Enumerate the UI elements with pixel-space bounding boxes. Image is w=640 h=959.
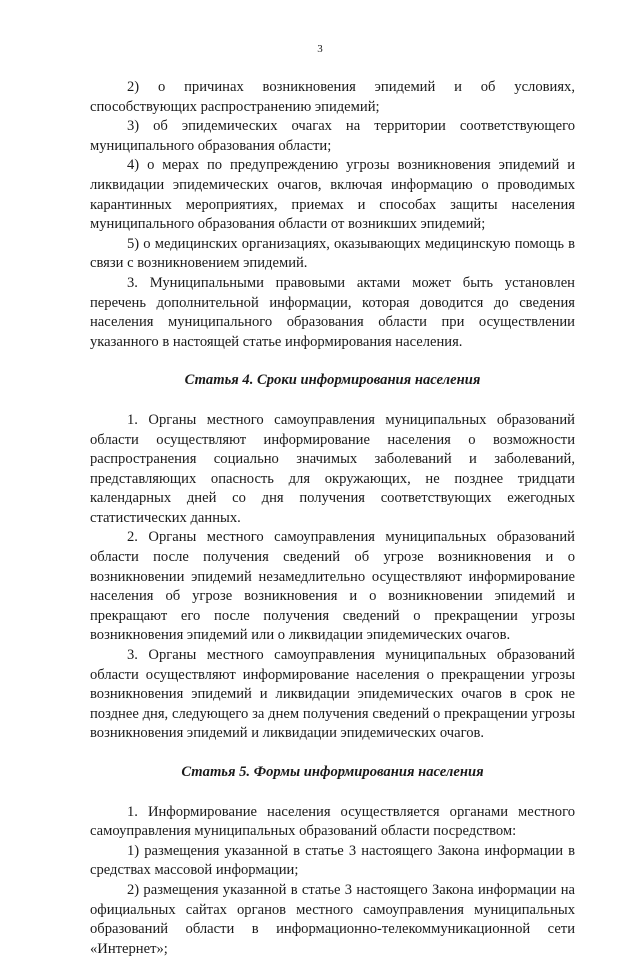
article5-heading: Статья 5. Формы информирования населения — [181, 764, 484, 780]
article4-paragraph-1: 1. Органы местного самоуправления муниципальных образований области осуществляют информирование населения о возможности распространения социально значимых заболеваний и заболеваний, представляющих опасность для окружающих, не позднее тридцати календарных дней со дня получения соответствующих ежегодных статистических данных. — [90, 411, 575, 526]
article3-item-2: 2) о причинах возникновения эпидемий и об условиях, способствующих распространению эпидемий; — [90, 79, 575, 115]
article4-paragraph-2: 2. Органы местного самоуправления муниципальных образований области после получения сведений об угрозе возникновения и о возникновении эпидемий незамедлительно осуществляют информирование населения об угрозе возникновения и о возникновении эпидемий и прекращают его после получения сведений о прекращении угрозы возникновения эпидемий или о ликвидации эпидемических очагов. — [90, 529, 575, 644]
article3-item-3: 3) об эпидемических очагах на территории соответствующего муниципального образования области; — [90, 118, 575, 154]
page-number: 3 — [317, 43, 323, 55]
document-body — [90, 78, 575, 959]
article5-paragraph-1: 1. Информирование населения осуществляется органами местного самоуправления муниципальных образований области посредством: — [90, 803, 575, 840]
article4-heading: Статья 4. Сроки информирования населения — [184, 372, 481, 389]
article3-item-4: 4) о мерах по предупреждению угрозы возникновения эпидемий и ликвидации эпидемических очагов, включая информацию о проводимых карантинных мероприятиях, приемах и способах защиты населения муниципального образования области от возникших эпидемий; — [90, 157, 575, 233]
article5-item-1: 1) размещения указанной в статье 3 настоящего Закона информации в средствах массовой информации; — [90, 842, 575, 879]
article3-paragraph-3: 3. Муниципальными правовыми актами может быть установлен перечень дополнительной информации, которая доводится до сведения населения муниципального образования области при осуществлении указанного в настоящей статье информирования населения. — [90, 274, 575, 350]
article4-paragraph-3: 3. Органы местного самоуправления муниципальных образований области осуществляют информирование населения о прекращении угрозы возникновения эпидемий и ликвидации эпидемических очагов в срок не позднее дня, следующего за днем получения сведений о прекращении угрозы возникновения эпидемий и ликвидации эпидемических очагов. — [90, 647, 575, 742]
article3-item-5: 5) о медицинских организациях, оказывающих медицинскую помощь в связи с возникновением эпидемий. — [90, 235, 575, 272]
article5-item-2: 2) размещения указанной в статье 3 настоящего Закона информации на официальных сайтах органов местного самоуправления муниципальных образований области в информационно-телекоммуникационной сети «Интернет»; — [90, 881, 575, 957]
